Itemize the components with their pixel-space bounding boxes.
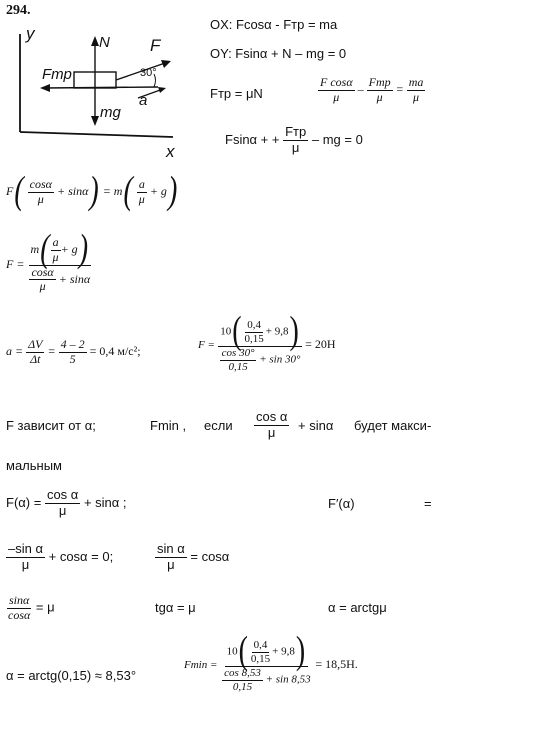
eq-ox: OX: Fcosα - Fтр = ma xyxy=(210,17,338,32)
eq-f-alpha xyxy=(6,488,127,519)
sym: + sinα xyxy=(58,271,91,286)
sym: m xyxy=(30,242,40,257)
sym: F = xyxy=(198,339,215,352)
op: = xyxy=(395,82,404,97)
eq4-post: – mg = 0 xyxy=(311,131,363,147)
eq-arctg: α = arctgμ xyxy=(328,600,387,615)
eq-acceleration xyxy=(6,338,141,367)
frac-num: a xyxy=(138,177,145,191)
sym: 10 xyxy=(220,325,232,338)
sym: + cosα = 0; xyxy=(48,548,114,564)
sym: + 9,8 xyxy=(265,325,289,338)
frac-num: 4 – 2 xyxy=(60,337,85,351)
x-axis xyxy=(20,132,173,137)
frac-num: ΔV xyxy=(28,337,43,351)
sym: = cosα xyxy=(190,548,230,564)
frac-den: Δt xyxy=(30,351,41,366)
mg-label: mg xyxy=(100,104,121,121)
a-label: a xyxy=(139,92,148,109)
eq-tg: tgα = μ xyxy=(155,600,196,615)
eq-derivative xyxy=(6,542,113,573)
sym: = 0,4 м/с²; xyxy=(89,344,141,359)
x-axis-label: x xyxy=(166,142,175,161)
frac-num: sinα xyxy=(8,593,30,607)
sym: + 9,8 xyxy=(272,645,295,658)
sym: Fmin = xyxy=(184,659,218,672)
frac-num: –sin α xyxy=(8,541,43,556)
eq-alpha-value: α = arctg(0,15) ≈ 8,53° xyxy=(6,668,137,683)
friction-arrow xyxy=(40,84,50,92)
eq-ratio xyxy=(6,594,55,623)
frac-den: μ xyxy=(52,249,59,264)
eq-five: F( $\frac{\cos\alpha}{\mu}$ + sinα) = m( $\frac{a}{\mu}$ + g) xyxy=(6,169,178,214)
ftr-label: Fтр xyxy=(42,66,72,83)
force-diagram xyxy=(8,22,188,162)
frac-num: Fтр xyxy=(368,75,391,89)
eq-four xyxy=(225,125,363,156)
frac-den: μ xyxy=(167,556,175,572)
eq-friction: Fтр = μN xyxy=(210,86,263,101)
frac-den: μ xyxy=(267,424,276,440)
frac-num: 0,4 xyxy=(253,638,268,651)
frac-den: 0,15 xyxy=(228,360,248,373)
text-part: если xyxy=(204,418,233,433)
sym: = μ xyxy=(35,599,55,615)
frac-num: cos 30° xyxy=(221,347,255,359)
sym: a = xyxy=(6,344,24,359)
n-label: N xyxy=(99,34,110,51)
text-line-2: мальным xyxy=(6,458,62,473)
frac-den: μ xyxy=(21,556,30,572)
frac-den: μ xyxy=(376,89,383,104)
text-part: + sinα xyxy=(298,418,334,433)
gravity-arrow xyxy=(91,116,99,126)
frac-den: 0,15 xyxy=(244,332,264,345)
frac-den: cosα xyxy=(8,607,31,622)
sym: F(α) = xyxy=(6,494,42,510)
frac-num: F cosα xyxy=(320,75,353,89)
sym: + sin 30° xyxy=(259,353,301,366)
frac-num: 0,4 xyxy=(247,318,262,331)
sym: F = xyxy=(6,256,25,271)
eq4-pre: Fsinα + + xyxy=(225,131,280,147)
frac-num: Fтр xyxy=(285,124,307,139)
angle-label: 30° xyxy=(140,67,157,79)
eq-oy: OY: Fsinα + N – mg = 0 xyxy=(210,46,347,61)
sym: + sinα xyxy=(56,184,89,199)
sym: + g xyxy=(149,184,167,199)
sym: 10 xyxy=(226,645,238,658)
frac-num: sin α xyxy=(157,541,185,556)
f-label: F xyxy=(150,36,161,55)
frac-den: μ xyxy=(39,279,46,294)
problem-number: 294. xyxy=(6,3,31,18)
frac-den: 5 xyxy=(69,351,76,366)
derivative-label: F′(α) xyxy=(328,496,355,511)
text-part: Fmin , xyxy=(150,418,187,433)
frac-num: a xyxy=(52,235,59,249)
frac-num: cosα xyxy=(29,177,52,191)
normal-arrow xyxy=(91,36,99,46)
eq-fmin: Fmin = 10( $\frac{0,4}{0,15}$ + 9,8) $\frac{\cos 8,53}{0,15}$ + sin 8,53 = 18,5Н. xyxy=(184,629,358,693)
text-part: F зависит от α; xyxy=(6,418,96,433)
op: – xyxy=(357,82,364,97)
frac-den: μ xyxy=(58,502,67,518)
sym: = 20Н xyxy=(305,337,336,352)
frac-num: cos α xyxy=(256,409,288,424)
eq-three xyxy=(318,76,425,105)
sym: + g xyxy=(60,242,78,257)
sym: + sin 8,53 xyxy=(265,673,311,686)
sym: + sinα ; xyxy=(83,494,127,510)
frac-den: μ xyxy=(138,191,145,206)
frac-den: 0,15 xyxy=(250,652,271,665)
text-part: будет макси- xyxy=(354,418,432,433)
frac-num: cosα xyxy=(31,264,54,279)
frac-den: μ xyxy=(333,89,340,104)
derivative-eq: = xyxy=(424,496,432,511)
y-axis-label: y xyxy=(26,24,35,43)
frac-den: μ xyxy=(37,191,44,206)
frac-num: cos 8,53 xyxy=(224,667,261,679)
frac-num: ma xyxy=(408,75,424,89)
force-diagram-svg xyxy=(8,22,188,162)
sym: F xyxy=(6,184,14,199)
frac-den: 0,15 xyxy=(232,680,253,693)
eq-sin-cos xyxy=(155,542,229,573)
eq-force-value: F = 10( $\frac{0,4}{0,15}$ + 9,8) $\frac{\cos 30^\circ}{0,15}$ + sin 30° = 20Н xyxy=(198,309,336,373)
frac-den: μ xyxy=(291,139,300,155)
acceleration-arrow xyxy=(158,87,166,93)
force-arrow xyxy=(161,60,171,68)
frac-num: cos α xyxy=(46,487,79,502)
sym: = m xyxy=(102,184,123,199)
frac-den: μ xyxy=(413,89,420,104)
eq-six: F = m( $\frac{a}{\mu}$ + g) $\frac{\cos\alpha}{\mu}$ + sinα xyxy=(6,227,91,294)
sym: = xyxy=(47,344,56,359)
sym: = 18,5Н. xyxy=(315,657,358,672)
